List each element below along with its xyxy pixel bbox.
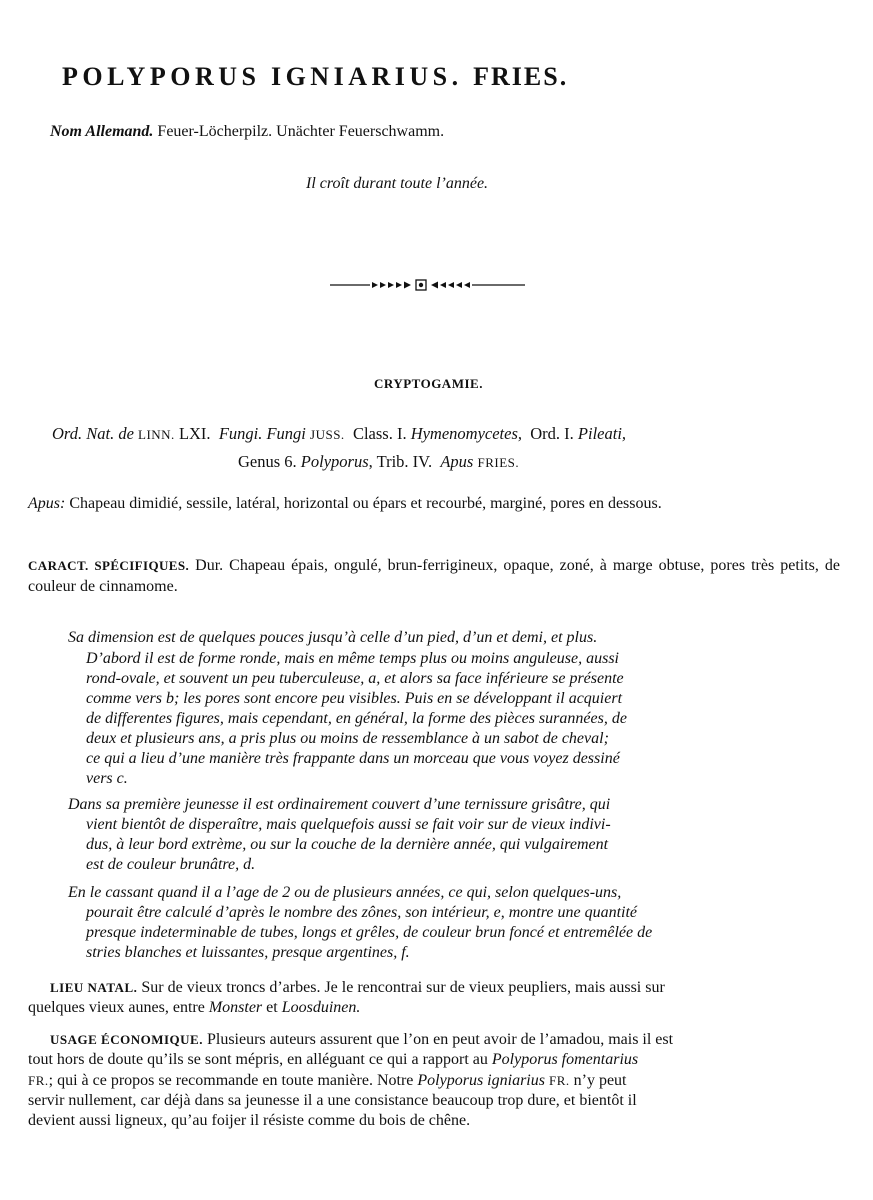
desc1-line: de differentes figures, mais cependant, en général, la forme des pièces surannées, de — [86, 710, 627, 727]
usage-line: servir nullement, car déjà dans sa jeunesse il a une consistance beaucoup trop dure, et bientôt il — [28, 1092, 637, 1109]
desc1-line: D’abord il est de forme ronde, mais en même temps plus ou moins anguleuse, aussi — [86, 650, 619, 667]
ord-nat: Ord. Nat. de — [52, 424, 134, 443]
lieu-label: LIEU NATAL. — [50, 980, 138, 995]
page-title — [62, 62, 822, 92]
place-loosduinen: Loosduinen. — [281, 999, 361, 1016]
desc1-line: vers c. — [86, 770, 128, 787]
lieu-line: quelques vieux aunes, entre Monster et Loosduinen. — [28, 999, 361, 1016]
classification-line-1 — [52, 424, 626, 445]
place-monster: Monster — [208, 999, 263, 1016]
desc3-line: pourait être calculé d’après le nombre des zônes, son intérieur, e, montre une quantité — [86, 904, 638, 921]
caract-label: CARACT. SPÉCIFIQUES. — [28, 558, 190, 573]
title-genus: POLYPORUS — [62, 62, 261, 91]
fungi: Fungi. Fungi — [218, 424, 306, 443]
caract-text: Dur. Chapeau épais, ongulé, brun-ferrigineux, opaque, zoné, à marge obtuse, pores très petits, de couleur de cinnamome. — [28, 557, 841, 595]
desc3-line: stries blanches et luissantes, presque argentines, f. — [86, 944, 410, 961]
title-species: IGNIARIUS. — [270, 62, 463, 91]
common-names: Feuer-Löcherpilz. Unächter Feuerschwamm. — [157, 123, 445, 140]
usage-label: USAGE ÉCONOMIQUE. — [50, 1032, 203, 1047]
tribe-label: , Trib. IV. — [368, 452, 433, 471]
fries-abbrev: FRIES. — [477, 455, 520, 470]
species-fomentarius: Polyporus fomentarius — [491, 1051, 639, 1068]
desc1-line: ce qui a lieu d’une manière très frappante dans un morceau que vous voyez dessiné — [86, 750, 620, 767]
figure-ref-b: b — [165, 690, 174, 707]
desc1-line: Sa dimension est de quelques pouces jusqu’à celle d’un pied, d’un et demi, et plus. — [68, 629, 598, 646]
title-author: FRIES. — [473, 62, 569, 91]
usage-line: USAGE ÉCONOMIQUE. Plusieurs auteurs assurent que l’on en peut avoir de l’amadou, mais il est — [50, 1031, 674, 1048]
figure-ref-c: c. — [116, 770, 128, 787]
desc3-line: En le cassant quand il a l’age de 2 ou de plusieurs années, ce qui, selon quelques-uns, — [68, 884, 622, 901]
tribe-name: Apus — [440, 452, 474, 471]
pileati: Pileati, — [577, 424, 627, 443]
figure-ref-d: d. — [243, 856, 256, 873]
class-label: Class. I. — [352, 424, 407, 443]
desc2-line: dus, à leur bord extrème, ou sur la couche de la dernière année, qui vulgairement — [86, 836, 609, 853]
desc2-line: est de couleur brunâtre, d. — [86, 856, 256, 873]
common-name-label: Nom Allemand. — [50, 123, 154, 140]
usage-line: tout hors de doute qu’ils se sont mépris, en alléguant ce qui a rapport au Polyporus fomentarius — [28, 1051, 639, 1068]
species-igniarius: Polyporus igniarius — [417, 1072, 545, 1089]
hymenomycetes: Hymenomycetes, — [410, 424, 523, 443]
figure-ref-a: a — [368, 670, 377, 687]
desc1-line: deux et plusieurs ans, a pris plus ou moins de ressemblance à un sabot de cheval; — [86, 730, 609, 747]
desc3-line: presque indeterminable de tubes, longs et grêles, de couleur brun foncé et entremêlée de — [86, 924, 653, 941]
apus-paragraph — [28, 494, 844, 515]
desc1-line: rond-ovale, et souvent un peu tuberculeuse, a, et alors sa face inférieure se présente — [86, 670, 624, 687]
desc2-line: vient bientôt de disperaître, mais quelquefois aussi se fait voir sur de vieux indivi- — [86, 816, 611, 833]
linn-abbrev: LINN. — [138, 427, 175, 442]
season-note: Il croît durant toute l’année. — [306, 175, 489, 192]
order-label: Ord. I. — [530, 424, 574, 443]
section-heading: CRYPTOGAMIE. — [374, 376, 483, 391]
genus-label: Genus 6. — [238, 452, 297, 471]
classification-line-2 — [238, 452, 519, 473]
apus-text: Chapeau dimidié, sessile, latéral, horizontal ou épars et recourbé, marginé, pores en dessous. — [69, 495, 662, 512]
figure-ref-f: f. — [401, 944, 410, 961]
caract-paragraph — [28, 556, 840, 597]
common-name-line — [50, 122, 444, 142]
usage-line: devient aussi ligneux, qu’au foijer il résiste comme du bois de chêne. — [28, 1112, 471, 1129]
apus-label: Apus: — [28, 495, 66, 512]
desc2-line: Dans sa première jeunesse il est ordinairement couvert d’une ternissure grisâtre, qui — [68, 796, 611, 813]
genus-name: Polyporus — [300, 452, 369, 471]
decorative-rule-icon — [330, 279, 525, 291]
juss-abbrev: JUSS. — [310, 427, 345, 442]
desc1-line: comme vers b; les pores sont encore peu visibles. Puis en se développant il acquiert — [86, 690, 623, 707]
usage-line: FR.; qui à ce propos se recommande en toute manière. Notre Polyporus igniarius FR. n’y peut — [28, 1072, 627, 1089]
lieu-line: LIEU NATAL. Sur de vieux troncs d’arbes. Je le rencontrai sur de vieux peupliers, mais aussi sur — [50, 979, 665, 996]
figure-ref-e: e — [493, 904, 501, 921]
ord-number: LXI. — [178, 424, 211, 443]
